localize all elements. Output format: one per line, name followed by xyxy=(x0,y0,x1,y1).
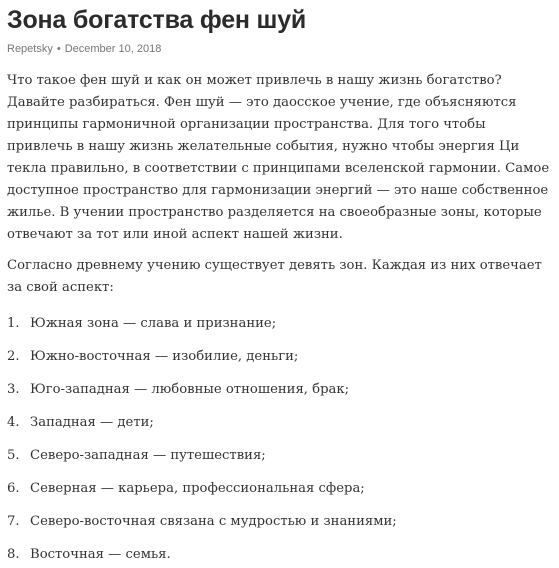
list-item-number: 8. xyxy=(7,547,20,562)
list-item xyxy=(7,313,551,335)
list-item xyxy=(7,511,551,533)
list-item-text: Южная зона — слава и признание; xyxy=(30,316,277,331)
list-item-text: Юго-западная — любовные отношения, брак; xyxy=(30,382,350,397)
list-item-text: Северная — карьера, профессиональная сфера; xyxy=(30,481,365,496)
list-item xyxy=(7,544,551,566)
list-item-number: 1. xyxy=(7,316,20,331)
list-item-text: Восточная — семья. xyxy=(30,547,171,562)
list-item-text: Западная — дети; xyxy=(30,415,154,430)
paragraph-zones: Согласно древнему учению существует девять зон. Каждая из них отвечает за свой аспект: xyxy=(7,258,542,295)
zones-list xyxy=(7,313,551,566)
list-item-text: Южно-восточная — изобилие, деньги; xyxy=(30,349,299,364)
list-item xyxy=(7,379,551,401)
list-item xyxy=(7,445,551,467)
article-meta xyxy=(7,42,551,56)
list-item-text: Северо-восточная связана с мудростью и знаниями; xyxy=(30,514,397,529)
list-item xyxy=(7,412,551,434)
list-item xyxy=(7,346,551,368)
publish-date: December 10, 2018 xyxy=(64,43,162,55)
author-link[interactable]: Repetsky xyxy=(7,43,53,55)
list-item-text: Северо-западная — путешествия; xyxy=(30,448,266,463)
list-item-number: 3. xyxy=(7,382,20,397)
meta-separator: • xyxy=(56,43,61,55)
list-item-number: 6. xyxy=(7,481,20,496)
list-item xyxy=(7,478,551,500)
list-item-number: 5. xyxy=(7,448,20,463)
list-item-number: 2. xyxy=(7,349,20,364)
list-item-number: 4. xyxy=(7,415,20,430)
paragraph-intro: Что такое фен шуй и как он может привлечь в нашу жизнь богатство? Давайте разбираться. Фен шуй — это даосское учение, где объясняются принципы гармоничной организации пространства. Для того чтобы привлечь в нашу жизнь желательные события, нужно чтобы энергия Ци текла правильно, в соответствии с принципами вселенской гармонии. Самое доступное пространство для гармонизации энергий — это наше собственное жилье. В учении пространство разделяется на своеобразные зоны, которые отвечают за тот или иной аспект нашей жизни. xyxy=(7,73,550,242)
list-item-number: 7. xyxy=(7,514,20,529)
page-title: Зона богатства фен шуй xyxy=(7,6,307,34)
